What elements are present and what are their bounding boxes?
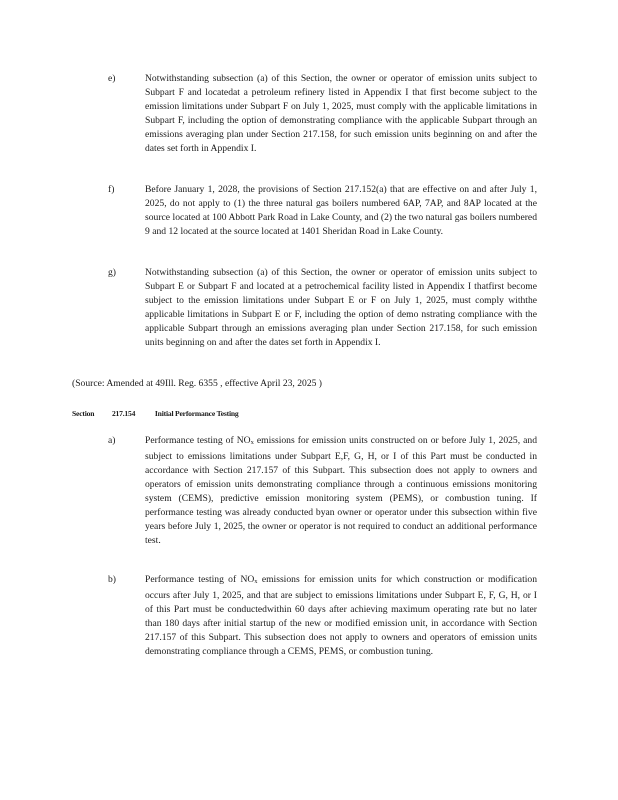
text-segment: Performance testing of NO	[145, 574, 255, 585]
paragraph-text: Notwithstanding subsection (a) of this Section, the owner or operator of emission units subject to Subpart F and locatedat a petroleum refinery listed in Appendix I that first become subject to the emission limitations under Subpart F on July 1, 2025, must comply with the applicable limitations in Subpart F, including the option of demonstrating compliance with the applicable Subpart through an emissions averaging plan under Section 217.158, for such emission units beginning on and after the dates set forth in Appendix I.	[145, 73, 537, 154]
paragraph-b	[108, 573, 538, 659]
paragraph-text: Before January 1, 2028, the provisions of Section 217.152(a) that are effective on and after July 1, 2025, do not apply to (1) the three natural gas boilers numbered 6AP, 7AP, and 8AP located at the source located at 100 Abbott Park Road in Lake County, and (2) the two natural gas boilers numbered 9 and 12 located at the source located at 1401 Sheridan Road in Lake County.	[145, 184, 537, 237]
source-note: (Source: Amended at 49Ill. Reg. 6355 , effective April 23, 2025 )	[72, 378, 323, 389]
paragraph-label: e)	[108, 73, 116, 84]
paragraph-g	[108, 266, 538, 350]
paragraph-label: b)	[108, 574, 116, 585]
paragraph-label: g)	[108, 267, 116, 278]
text-segment: emissions for emission units constructed on or before July 1, 2025, and subject to emissions limitations under Subpart E,F, G, H, or I of this Part must be conducted in accordance with Section 217.157 of this Subpart. This subsection does not apply to owners and operators of emission units demonstrating compliance through a continuous emissions monitoring system (CEMS), predictive emission monitoring system (PEMS), or combustion tuning. If performance testing was already conducted byan owner or operator under this subsection within five years before July 1, 2025, the owner or operator is not required to conduct an additional performance test.	[145, 435, 537, 546]
section-heading	[72, 407, 239, 421]
section-title: Initial Performance Testing	[154, 409, 239, 418]
section-word: Section	[72, 409, 95, 418]
text-segment: emissions for emission units for which construction or modification occurs after July 1, 2025, and that are subject to emissions limitations under Subpart E, F, G, H, or I of this Part must be conductedwithin 60 days after achieving maximum operating rate but no later than 180 days after initial startup of the new or modified emission unit, in accordance with Section 217.157 of this Subpart. This subsection does not apply to owners and operators of emission units demonstrating compliance through a CEMS, PEMS, or combustion tuning.	[145, 574, 537, 657]
paragraph-text: Notwithstanding subsection (a) of this Section, the owner or operator of emission units subject to Subpart E or Subpart F and located at a petrochemical facility listed in Appendix I thatfirst become subject to the emission limitations under Subpart E or F on July 1, 2025, must comply withthe applicable limitations in Subpart E or F, including the option of demo nstrating compliance with the applicable Subpart through an emissions averaging plan under Section 217.158, for such emission units beginning on and after the dates set forth in Appendix I.	[145, 267, 537, 348]
paragraph-label: f)	[108, 184, 115, 195]
section-number: 217.154	[111, 409, 136, 418]
subscript: x	[254, 578, 258, 585]
paragraph-e	[108, 72, 538, 156]
paragraph-a	[108, 434, 538, 548]
paragraph-text	[145, 573, 537, 659]
paragraph-f	[108, 183, 538, 239]
paragraph-text	[145, 434, 537, 548]
subscript: x	[250, 439, 254, 446]
paragraph-label: a)	[108, 435, 116, 446]
text-segment: Performance testing of NO	[145, 435, 251, 446]
